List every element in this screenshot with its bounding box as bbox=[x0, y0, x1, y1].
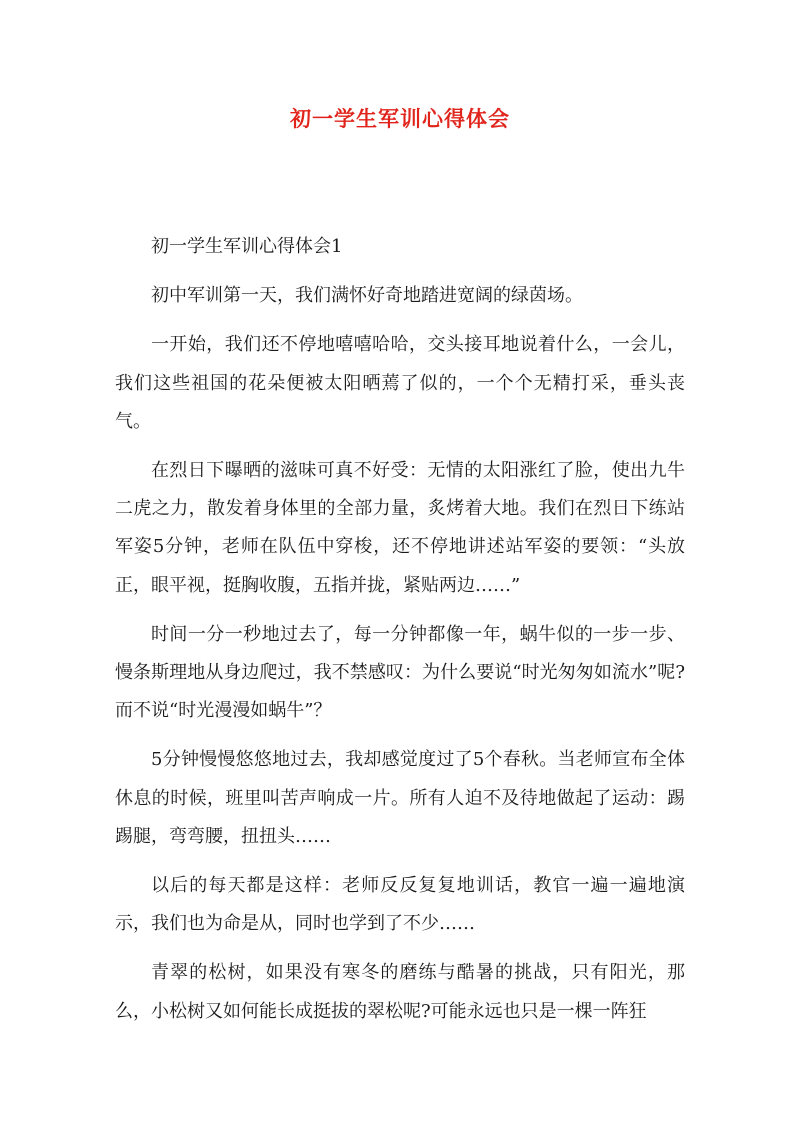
paragraph: 在烈日下曝晒的滋味可真不好受：无情的太阳涨红了脸，使出九牛二虎之力，散发着身体里的全部力量，炙烤着大地。我们在烈日下练站军姿5分钟，老师在队伍中穿梭，还不停地讲述站军姿的要领：“头放正，眼平视，挺胸收腹，五指并拢，紧贴两边……” bbox=[115, 460, 685, 596]
paragraph: 一开始，我们还不停地嘻嘻哈哈，交头接耳地说着什么，一会儿，我们这些祖国的花朵便被太阳晒蔫了似的，一个个无精打采，垂头丧气。 bbox=[115, 334, 685, 432]
paragraph: 5分钟慢慢悠悠地过去，我却感觉度过了5个春秋。当老师宣布全体休息的时候，班里叫苦声响成一片。所有人迫不及待地做起了运动：踢踢腿，弯弯腰，扭扭头…… bbox=[115, 749, 685, 847]
document-body bbox=[115, 228, 685, 1042]
paragraph: 初中军训第一天，我们满怀好奇地踏进宽阔的绿茵场。 bbox=[151, 285, 583, 307]
paragraph: 时间一分一秒地过去了，每一分钟都像一年，蜗牛似的一步一步、慢条斯理地从身边爬过，我不禁感叹：为什么要说“时光匆匆如流水”呢?而不说“时光漫漫如蜗牛”？ bbox=[115, 623, 685, 722]
paragraph: 初一学生军训心得体会1 bbox=[151, 236, 343, 257]
document-title: 初一学生军训心得体会 bbox=[290, 106, 510, 131]
paragraph: 以后的每天都是这样：老师反反复复地训话，教官一遍一遍地演示，我们也为命是从，同时也学到了不少…… bbox=[115, 875, 685, 935]
paragraph: 青翠的松树，如果没有寒冬的磨练与酷暑的挑战，只有阳光，那么，小松树又如何能长成挺拔的翠松呢?可能永远也只是一棵一阵狂 bbox=[115, 962, 685, 1022]
